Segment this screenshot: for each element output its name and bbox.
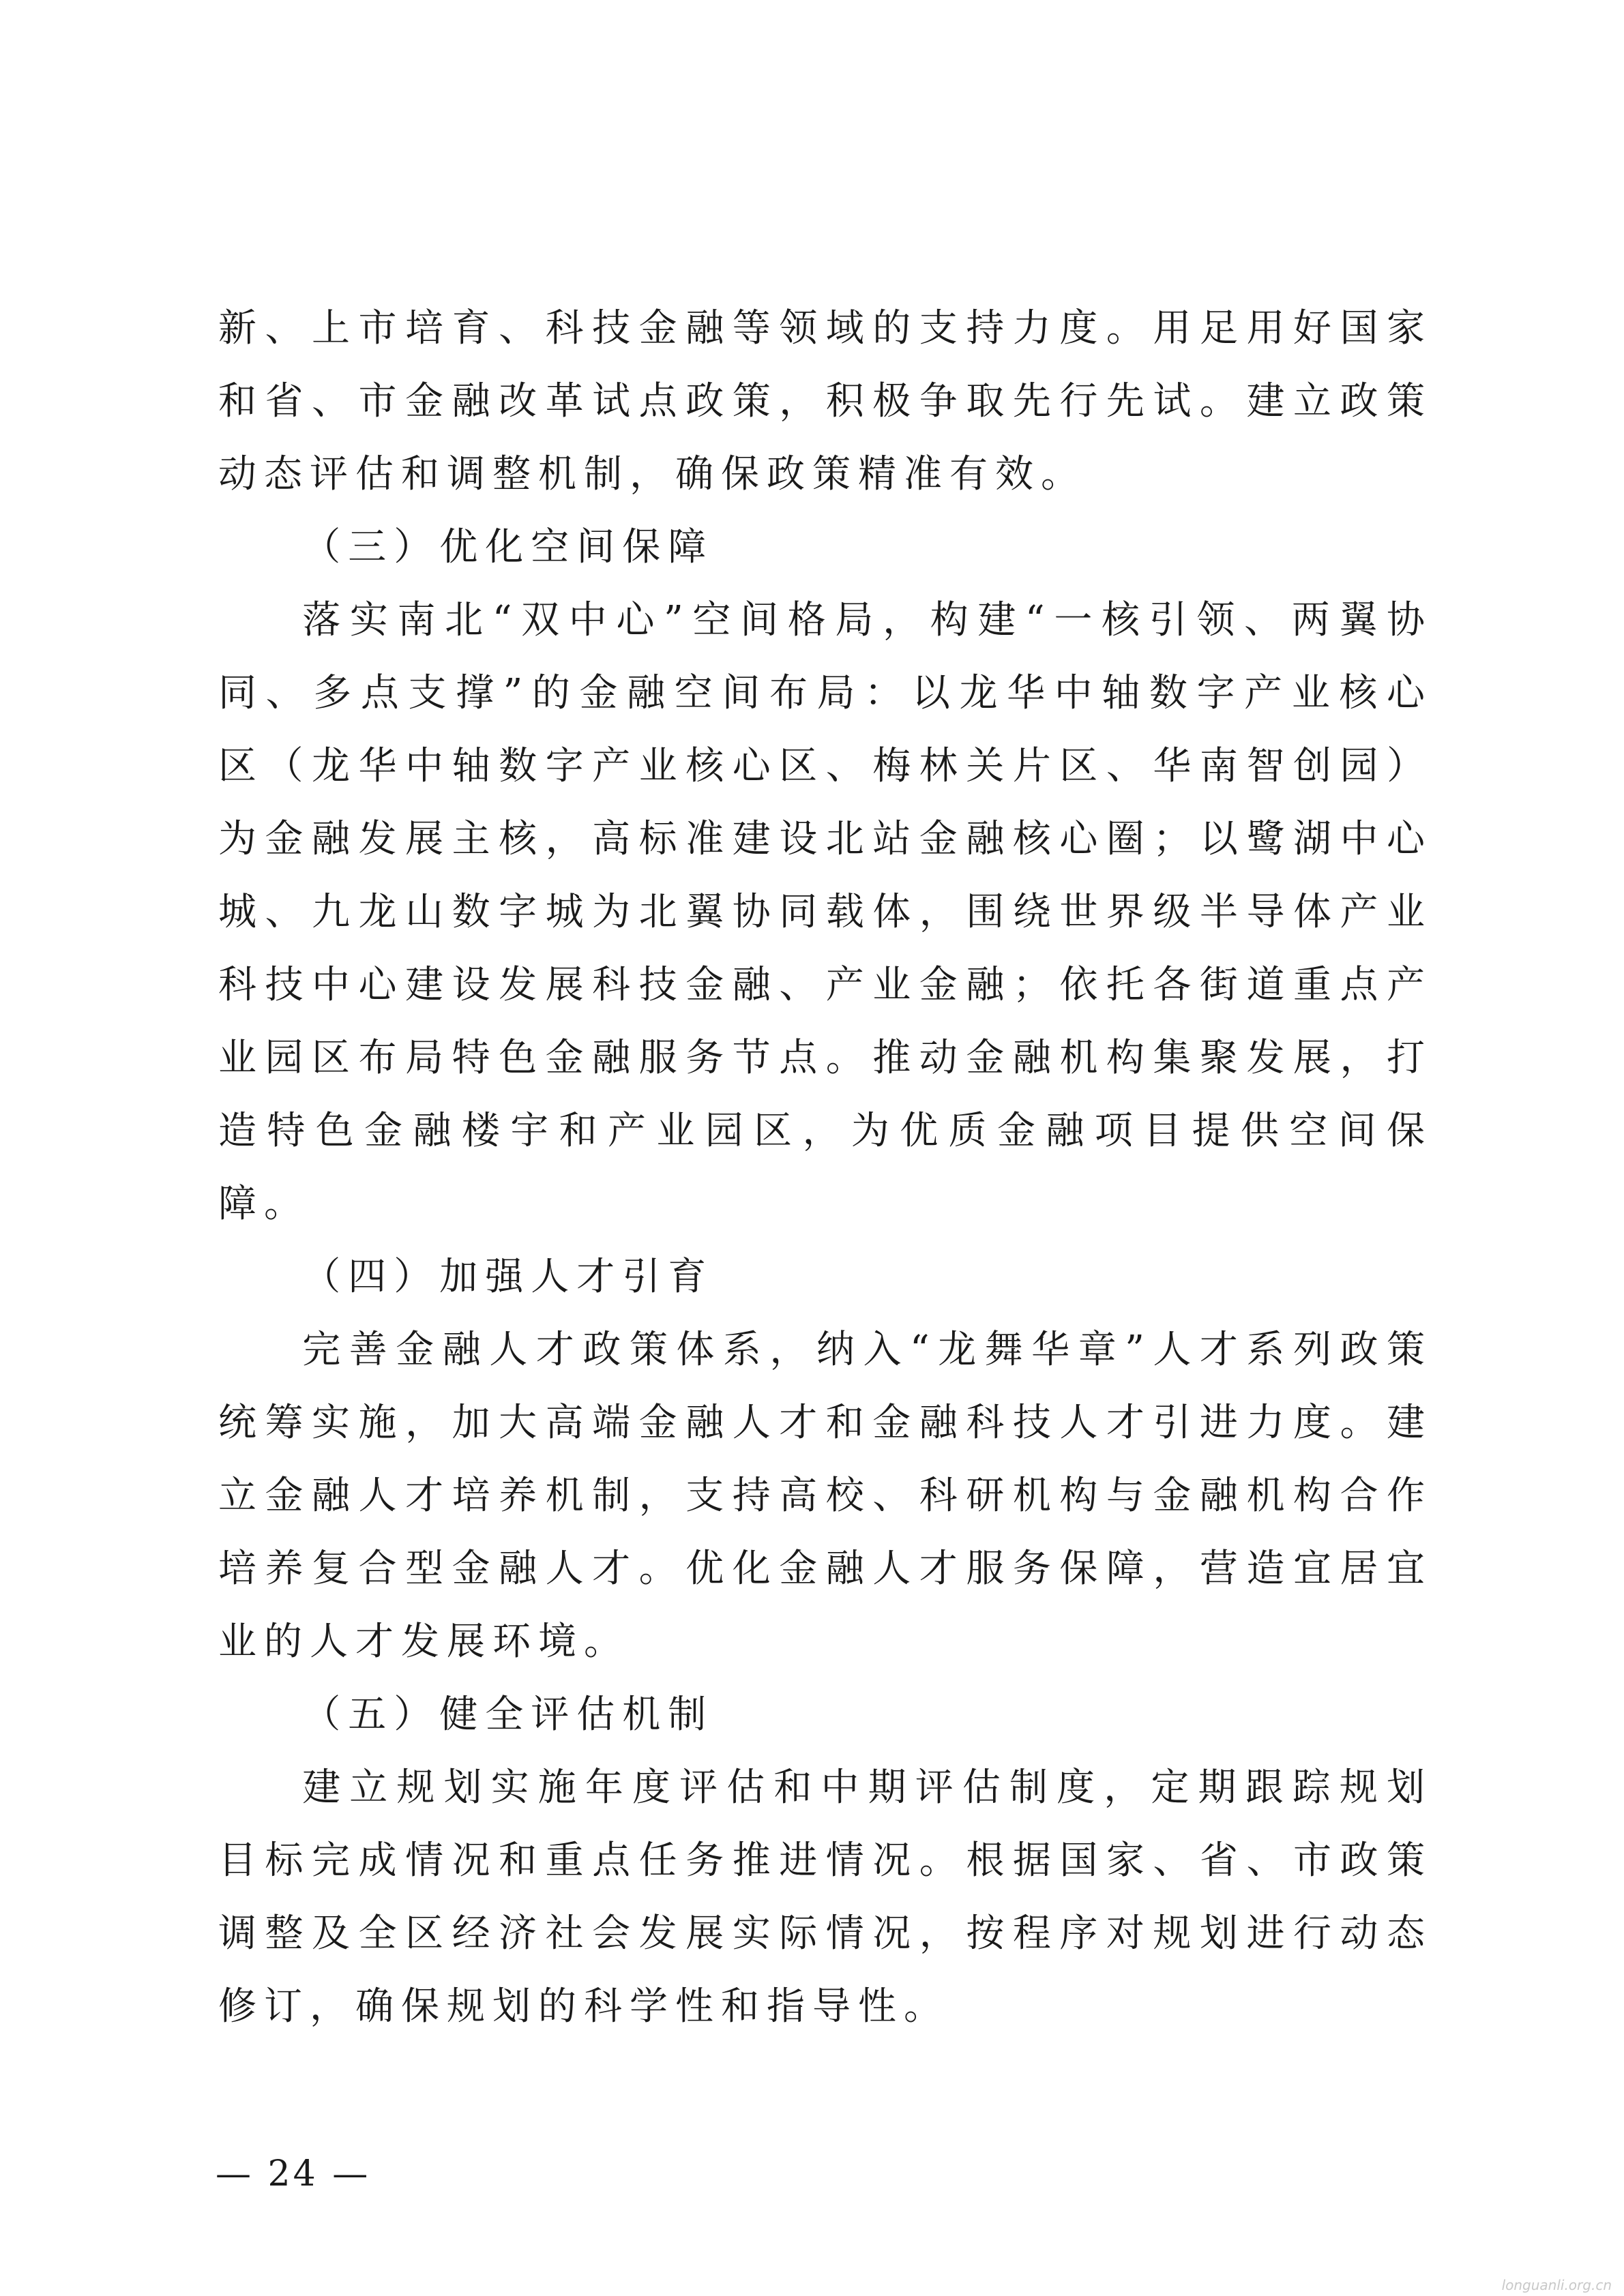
paragraph-policy-support: 新、上市培育、科技金融等领域的支持力度。用足用好国家和省、市金融改革试点政策，积极争取先行先试。建立政策动态评估和调整机制，确保政策精准有效。	[218, 306, 1432, 496]
paragraph-space-layout: 落实南北“双中心”空间格局，构建“一核引领、两翼协同、多点支撑”的金融空间布局：以龙华中轴数字产业核心区（龙华中轴数字产业核心区、梅林关片区、华南智创园）为金融发展主核，高标准建设北站金融核心圈；以鹭湖中心城、九龙山数字城为北翼协同载体，围绕世界级半导体产业科技中心建设发展科技金融、产业金融；依托各街道重点产业园区布局特色金融服务节点。推动金融机构集聚发展，打造特色金融楼宇和产业园区，为优质金融项目提供空间保障。	[218, 598, 1432, 1226]
section-heading-evaluation: （五）健全评估机制	[302, 1693, 714, 1737]
paragraph-talent-policy: 完善金融人才政策体系，纳入“龙舞华章”人才系列政策统筹实施，加大高端金融人才和金融科技人才引进力度。建立金融人才培养机制，支持高校、科研机构与金融机构合作培养复合型金融人才。优化金融人才服务保障，营造宜居宜业的人才发展环境。	[218, 1328, 1432, 1664]
section-heading-talent: （四）加强人才引育	[302, 1255, 714, 1299]
paragraph-evaluation-mechanism: 建立规划实施年度评估和中期评估制度，定期跟踪规划目标完成情况和重点任务推进情况。根据国家、省、市政策调整及全区经济社会发展实际情况，按程序对规划进行动态修订，确保规划的科学性和指导性。	[218, 1765, 1432, 2029]
section-heading-space: （三）优化空间保障	[302, 525, 714, 569]
page-number: — 24 —	[216, 2153, 371, 2194]
watermark-text: longuanli.org.cn	[1501, 2277, 1612, 2293]
document-body	[218, 292, 1432, 2043]
